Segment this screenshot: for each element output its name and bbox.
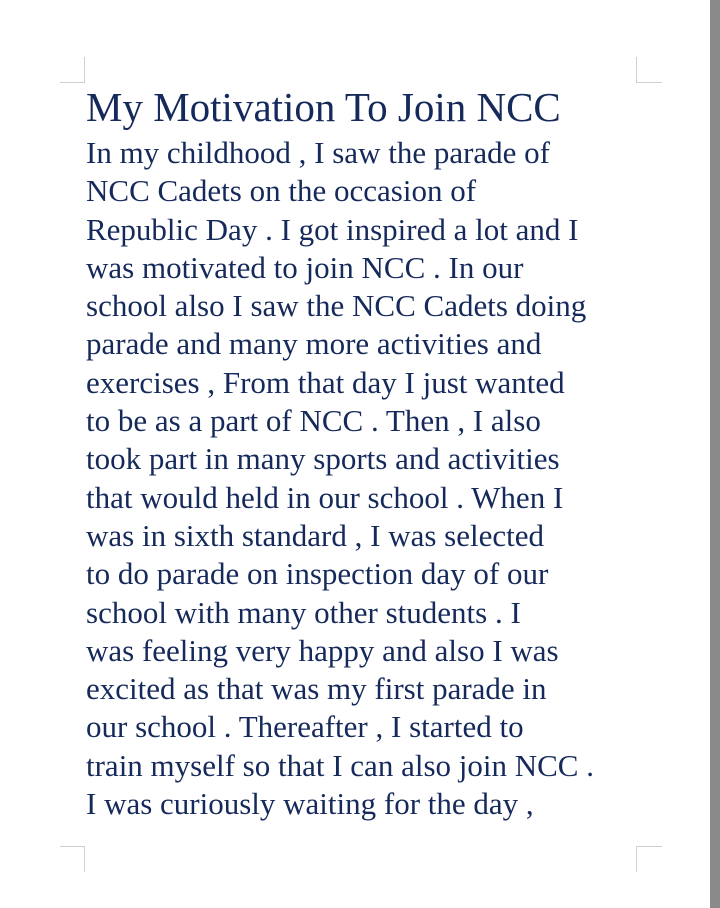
text-line: to do parade on inspection day of our (86, 556, 549, 592)
text-line: was feeling very happy and also I was (86, 632, 559, 668)
text-line: school also I saw the NCC Cadets doing (86, 288, 587, 324)
text-line: NCC Cadets on the occasion of (86, 173, 477, 209)
margin-mark-bottom-left (60, 846, 85, 872)
text-line: that would held in our school . When I (86, 479, 564, 515)
text-line: was in sixth standard , I was selected (86, 517, 544, 553)
text-line: was motivated to join NCC . In our (86, 249, 524, 285)
text-line: our school . Thereafter , I started to (86, 709, 524, 745)
scrollbar[interactable] (710, 0, 720, 908)
paragraph (86, 134, 594, 823)
text-line: exercises , From that day I just wanted (86, 364, 565, 400)
text-line: Republic Day . I got inspired a lot and I (86, 211, 579, 247)
document-body[interactable] (86, 82, 594, 823)
text-line: to be as a part of NCC . Then , I also (86, 403, 541, 439)
margin-mark-top-left (60, 57, 85, 83)
document-title: My Motivation To Join NCC (86, 84, 561, 130)
text-line: parade and many more activities and (86, 326, 542, 362)
margin-mark-bottom-right (636, 846, 662, 872)
text-line: excited as that was my first parade in (86, 671, 547, 707)
text-line: took part in many sports and activities (86, 441, 560, 477)
text-line: In my childhood , I saw the parade of (86, 135, 551, 170)
margin-mark-top-right (636, 57, 662, 83)
text-line: train myself so that I can also join NCC . (86, 747, 594, 783)
text-line: I was curiously waiting for the day , (86, 786, 534, 822)
text-line: school with many other students . I (86, 594, 521, 630)
